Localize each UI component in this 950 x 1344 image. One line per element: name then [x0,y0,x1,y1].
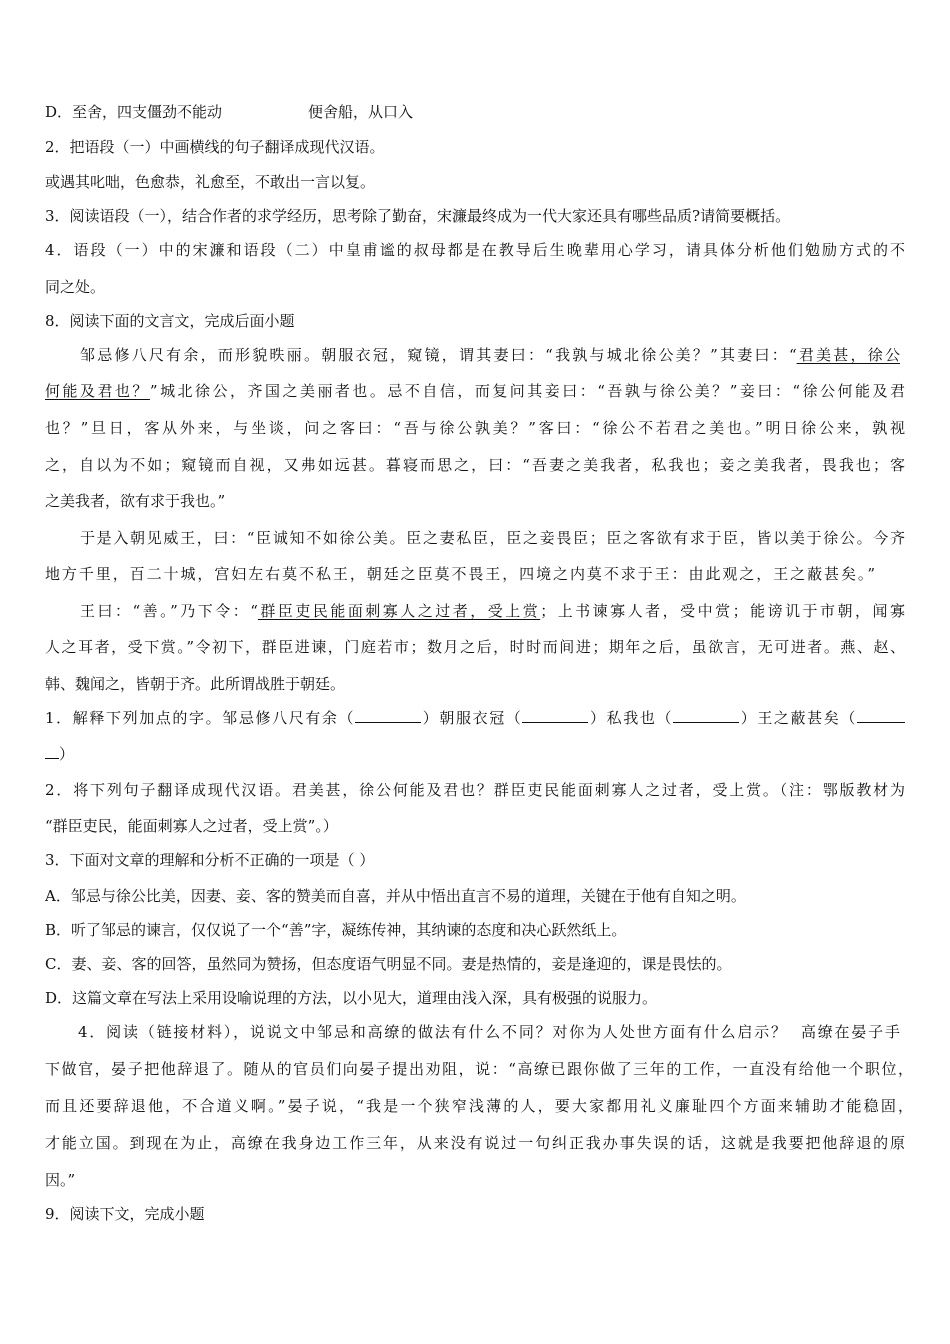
question-4-line-1: 4．语段（一）中的宋濂和语段（二）中皇甫谧的叔母都是在教导后生晚辈用心学习，请具体分析他们勉励方式的不 [45,241,905,259]
section-8-heading: 8．阅读下面的文言文，完成后面小题 [45,312,295,330]
answer-blank-2[interactable] [522,708,588,723]
answer-blank-3[interactable] [673,708,739,723]
underlined-order-sentence: 群臣吏民能面刺寡人之过者，受上赏 [257,602,541,620]
option-d-part1: D．至舍，四支僵劲不能动 [45,103,223,121]
subquestion-4-text: 4．阅读（链接材料），说说文中邹忌和高缭的做法有什么不同？对你为人处世方面有什么启示？ [78,1023,788,1041]
question-2-text: 2．把语段（一）中画横线的句子翻译成现代汉语。 [45,138,385,156]
linked-material-start: 高缭在晏子手 [800,1023,900,1041]
subquestion-1-close-paren: ） [59,745,75,763]
option-a: A．邹忌与徐公比美，因妻、妾、客的赞美而自喜，并从中悟出直言不易的道理，关键在于他有自知之明。 [45,887,746,905]
subquestion-4-line-1 [78,1022,900,1042]
subquestion-1-text-d: ）王之蔽甚矣（ [739,709,857,727]
answer-blank-4[interactable] [857,708,905,723]
option-d-line [45,102,413,122]
linked-material-line-3: 而且还要辞退他，不合道义啊。”晏子说，“我是一个狭窄浅薄的人，要大家都用礼义廉耻四个方面来辅助才能稳固， [45,1097,913,1115]
subquestion-3-text: 3．下面对文章的理解和分析不正确的一项是（ ） [45,851,375,869]
underlined-sentence-part-1: 君美甚，徐公 [796,346,900,364]
option-b: B．听了邹忌的谏言，仅仅说了一个“善”字，凝练传神，其纳谏的态度和决心跃然纸上。 [45,921,627,939]
passage-line-8-text-a: 王曰：“善。”乃下令：“ [80,602,258,620]
passage-line-5: 之美我者，欲有求于我也。” [45,492,226,510]
passage-line-1 [80,345,900,365]
linked-material-line-4: 才能立国。到现在为止，高缭在我身边工作三年，从来没有说过一句纠正我办事失误的话，这就是我要把他辞退的原 [45,1134,905,1152]
question-3-text: 3．阅读语段（一），结合作者的求学经历，思考除了勤奋，宋濂最终成为一代大家还具有哪些品质?请简要概括。 [45,207,791,225]
section-9-heading: 9．阅读下文，完成小题 [45,1205,205,1223]
option-c: C．妻、妾、客的回答，虽然同为赞扬，但态度语气明显不同。妻是热情的，妾是逢迎的，课是畏怯的。 [45,955,732,973]
passage-line-3: 也？”旦日，客从外来，与坐谈，问之客曰：“吾与徐公孰美？”客曰：“徐公不若君之美也。”明日徐公来，孰视 [45,419,905,437]
linked-material-line-5: 因。” [45,1171,76,1189]
passage-line-6: 于是入朝见威王，曰：“臣诚知不如徐公美。臣之妻私臣，臣之妾畏臣；臣之客欲有求于臣，皆以美于徐公。今齐 [80,529,905,547]
question-4-line-2: 同之处。 [45,278,106,296]
subquestion-1-text: 1．解释下列加点的字。邹忌修八尺有余（ [45,709,356,727]
underlined-sentence-part-2: 何能及君也？ [45,382,150,400]
answer-blank-1[interactable] [355,708,421,723]
passage-line-4: 之，自以为不如；窥镜而自视，又弗如远甚。暮寝而思之，曰：“吾妻之美我者，私我也；妾之美我者，畏我也；客 [45,456,905,474]
subquestion-2-line-2: “群臣吏民，能面刺寡人之过者，受上赏”。） [45,817,338,835]
passage-line-2-text: ”城北徐公，齐国之美丽者也。忌不自信，而复问其妾曰：“吾孰与徐公美？”妾曰：“徐公何能及君 [149,382,905,400]
passage-line-8-text-b: ；上书谏寡人者，受中赏；能谤讥于市朝，闻寡 [540,602,905,620]
subquestion-2-line-1: 2．将下列句子翻译成现代汉语。君美甚，徐公何能及君也？群臣吏民能面刺寡人之过者，受上赏。（注：鄂版教材为 [45,781,905,799]
answer-blank-4-continued[interactable] [45,744,59,759]
subquestion-1-line-2 [45,744,74,764]
linked-material-line-2: 下做官，晏子把他辞退了。随从的官员们向晏子提出劝阻，说：“高缭已跟你做了三年的工作，一直没有给他一个职位， [45,1060,913,1078]
subquestion-1-line [45,708,905,728]
option-d-part2: 便舍船，从口入 [308,103,414,121]
passage-line-8 [80,601,905,621]
passage-line-1-text: 邹忌修八尺有余，而形貌昳丽。朝服衣冠，窥镜，谓其妻曰：“我孰与城北徐公美？”其妻曰：“ [80,346,797,364]
passage-line-9: 人之耳者，受下赏。”令初下，群臣进谏，门庭若市；数月之后，时时而间进；期年之后，虽欲言，无可进者。燕、赵、 [45,638,905,656]
subquestion-1-text-b: ）朝服衣冠（ [421,709,523,727]
passage-line-2 [45,381,905,401]
option-d: D．这篇文章在写法上采用设喻说理的方法，以小见大，道理由浅入深，具有极强的说服力。 [45,989,658,1007]
passage-line-7: 地方千里，百二十城，宫妇左右莫不私王，朝廷之臣莫不畏王，四境之内莫不求于王：由此观之，王之蔽甚矣。” [45,565,875,583]
subquestion-1-text-c: ）私我也（ [588,709,674,727]
question-2-sentence: 或遇其叱咄，色愈恭，礼愈至，不敢出一言以复。 [45,173,376,191]
passage-line-10: 韩、魏闻之，皆朝于齐。此所谓战胜于朝廷。 [45,675,346,693]
